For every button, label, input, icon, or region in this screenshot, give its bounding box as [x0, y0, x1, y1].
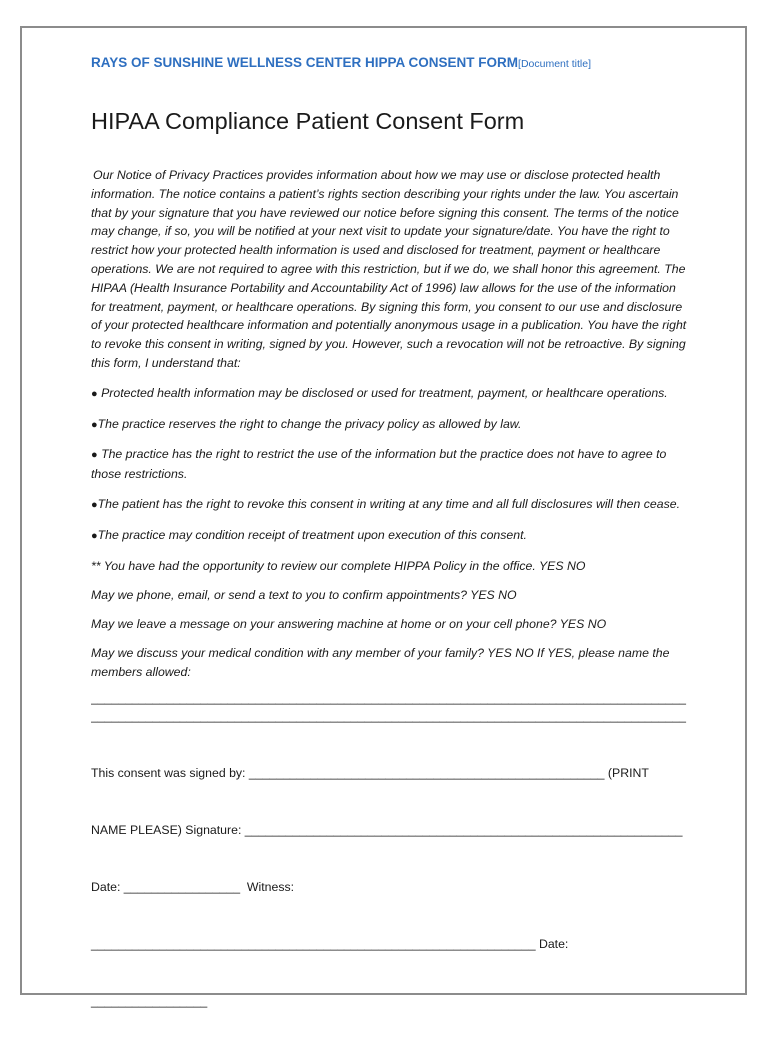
blank-line[interactable]: _______________________________________________________________________________________: [91, 709, 686, 724]
signature-section: [91, 726, 687, 1049]
witness-line[interactable]: _________________________________________________________________ Date:: [91, 936, 569, 951]
bullet-item: ●The patient has the right to revoke this consent in writing at any time and all full disclosures will then cease.: [91, 496, 681, 511]
bullet-icon: ●: [91, 387, 98, 400]
bullet-item: ● Protected health information may be disclosed or used for treatment, payment, or healthcare operations.: [91, 385, 668, 400]
header-title: RAYS OF SUNSHINE WELLNESS CENTER HIPPA CONSENT FORM: [91, 55, 519, 70]
bullet-list: [91, 384, 687, 546]
document-page: [20, 26, 747, 1008]
document-header: [91, 52, 687, 75]
intro-paragraph: Our Notice of Privacy Practices provides information about how we may use or disclose protected health information. The notice contains a patient’s rights section describing your rights under the law. You ascertain that by your signature that you have reviewed our notice before signing this consent. The terms of the notice may change, if so, you will be notified at your next visit to update your signature/date. You have the right to restrict how your protected health information is used and disclosed for treatment, payment or healthcare operations. We are not required to agree with this restriction, but if we do, we shall honor this agreement. The HIPAA (Health Insurance Portability and Accountability Act of 1996) law allows for the use of the information for treatment, payment, or healthcare operations. By signing this form, you consent to our use and disclosure of your protected healthcare information and potentially anonymous usage in a publication. You have the right to revoke this consent in writing, signed by you. However, such a revocation will not be retroactive. By signing this form, I understand that:: [91, 168, 687, 370]
bullet-icon: ●: [91, 449, 98, 462]
question-review-policy: ** You have had the opportunity to review our complete HIPPA Policy in the office. YES NO: [91, 558, 586, 573]
bullet-icon: ●: [91, 498, 98, 511]
signed-by-line[interactable]: This consent was signed by: ____________________________________________________ (PRINT: [91, 765, 649, 780]
bullet-icon: ●: [91, 529, 98, 542]
question-leave-message: May we leave a message on your answering machine at home or on your cell phone? YES NO: [91, 617, 607, 632]
date-witness-line[interactable]: Date: _________________ Witness:: [91, 879, 295, 894]
blank-line[interactable]: _______________________________________________________________________________________: [91, 690, 686, 705]
bullet-item: ● The practice has the right to restrict the use of the information but the practice does not have to agree to those restrictions.: [91, 447, 667, 482]
page-title: HIPAA Compliance Patient Consent Form: [91, 108, 525, 134]
question-discuss-family: May we discuss your medical condition with any member of your family? YES NO If YES, please name the members allowed:: [91, 646, 670, 680]
family-members-lines: [91, 689, 687, 726]
document-content: [91, 52, 687, 1049]
bullet-item: ●The practice reserves the right to change the privacy policy as allowed by law.: [91, 416, 522, 431]
signature-line[interactable]: NAME PLEASE) Signature: ________________________________________________________________: [91, 822, 683, 837]
bullet-item: ●The practice may condition receipt of treatment upon execution of this consent.: [91, 527, 527, 542]
bullet-icon: ●: [91, 418, 98, 431]
question-confirm-appointments: May we phone, email, or send a text to you to confirm appointments? YES NO: [91, 587, 517, 602]
header-doc-tag: [Document title]: [518, 58, 591, 70]
witness-date-line[interactable]: _________________: [91, 993, 208, 1008]
